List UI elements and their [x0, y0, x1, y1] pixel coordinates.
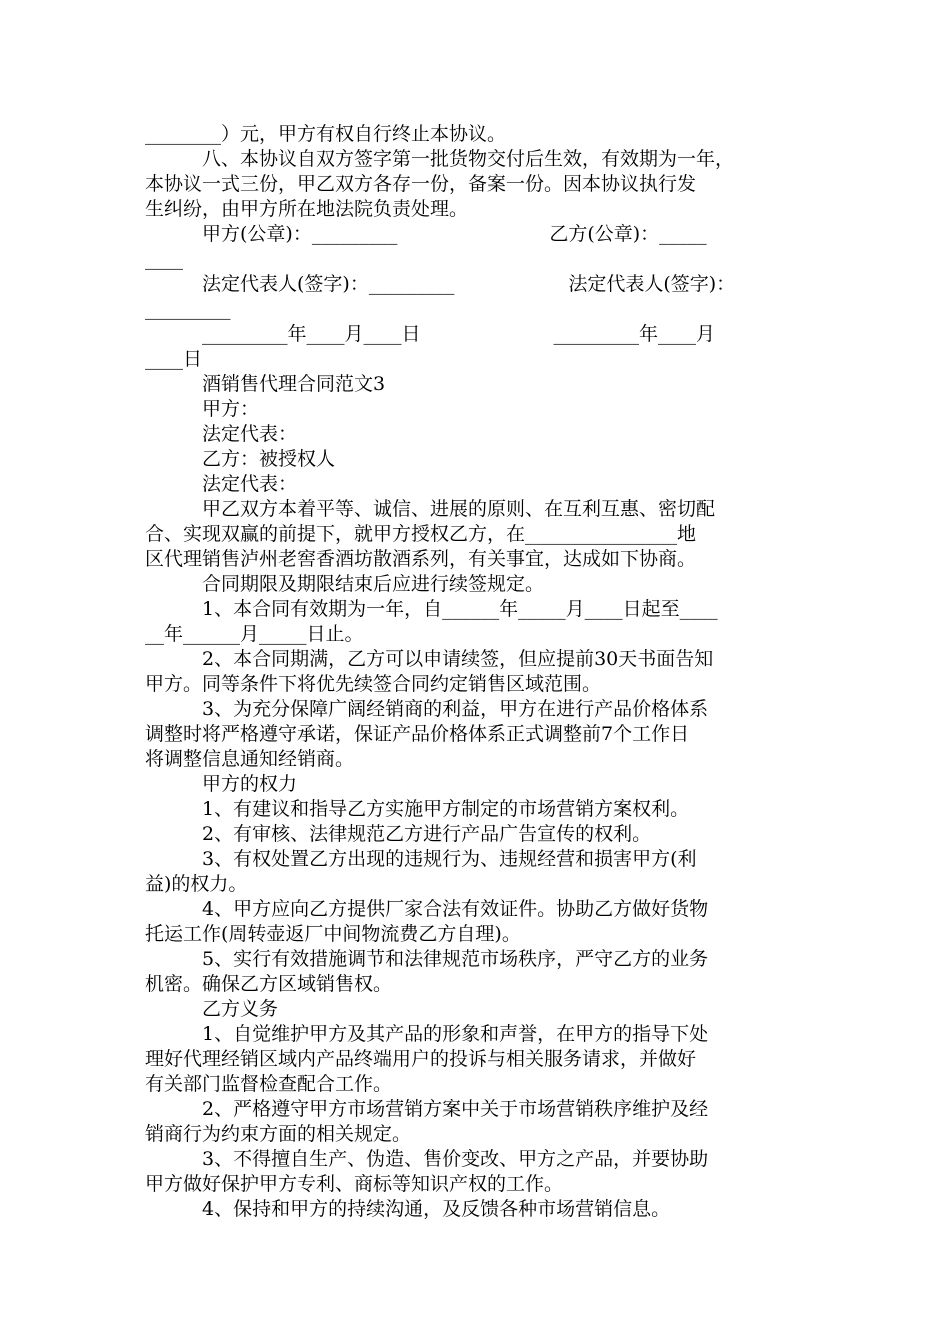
text-line: 5、实行有效措施调节和法律规范市场秩序，严守乙方的业务: [145, 948, 709, 970]
text-line: 1、有建议和指导乙方实施甲方制定的市场营销方案权利。: [145, 798, 690, 820]
text-line: 乙方：被授权人: [145, 448, 336, 470]
text-line: 4、保持和甲方的持续沟通，及反馈各种市场营销信息。: [145, 1198, 671, 1220]
text-line: 益)的权力。: [145, 873, 248, 895]
text-line: 机密。确保乙方区域销售权。: [145, 973, 393, 995]
text-line: 理好代理经销区域内产品终端用户的投诉与相关服务请求，并做好: [145, 1048, 697, 1070]
text-line: 3、有权处置乙方出现的违规行为、违规经营和损害甲方(利: [145, 848, 697, 870]
text-line: 法定代表人(签字)：_________ 法定代表人(签字)：: [145, 273, 736, 295]
text-line: ____日: [145, 348, 203, 370]
text-line: 调整时将严格遵守承诺，保证产品价格体系正式调整前7个工作日: [145, 723, 690, 745]
text-line: __年______月_____日止。: [145, 623, 364, 645]
text-line: 销商行为约束方面的相关规定。: [145, 1123, 412, 1145]
text-line: 4、甲方应向乙方提供厂家合法有效证件。协助乙方做好货物: [145, 898, 709, 920]
text-line: 酒销售代理合同范文3: [145, 373, 386, 395]
text-line: 合、实现双赢的前提下，就甲方授权乙方，在________________地: [145, 523, 697, 545]
text-line: 合同期限及期限结束后应进行续签规定。: [145, 573, 545, 595]
text-line: _________: [145, 298, 231, 320]
text-line: 托运工作(周转壶返厂中间物流费乙方自理)。: [145, 923, 521, 945]
text-line: 甲乙双方本着平等、诚信、进展的原则、在互利互惠、密切配: [145, 498, 716, 520]
text-line: 2、严格遵守甲方市场营销方案中关于市场营销秩序维护及经: [145, 1098, 709, 1120]
text-line: 甲方的权力: [145, 773, 298, 795]
text-line: 乙方义务: [145, 998, 279, 1020]
text-line: 1、本合同有效期为一年，自______年_____月____日起至____: [145, 598, 718, 620]
text-line: 法定代表：: [145, 473, 298, 495]
text-line: 区代理销售泸州老窖香酒坊散酒系列，有关事宜，达成如下协商。: [145, 548, 697, 570]
text-line: 甲方：: [145, 398, 260, 420]
text-line: 2、本合同期满，乙方可以申请续签，但应提前30天书面告知: [145, 648, 714, 670]
text-line: 八、本协议自双方签字第一批货物交付后生效，有效期为一年，: [145, 148, 735, 170]
text-line: 2、有审核、法律规范乙方进行产品广告宣传的权利。: [145, 823, 652, 845]
text-line: 将调整信息通知经销商。: [145, 748, 355, 770]
text-line: 法定代表：: [145, 423, 298, 445]
text-line: 有关部门监督检查配合工作。: [145, 1073, 393, 1095]
text-line: 3、不得擅自生产、伪造、售价变改、甲方之产品，并要协助: [145, 1148, 709, 1170]
text-line: 1、自觉维护甲方及其产品的形象和声誉，在甲方的指导下处: [145, 1023, 709, 1045]
text-line: 甲方(公章)：_________ 乙方(公章)：_____: [145, 223, 707, 245]
text-line: 甲方。同等条件下将优先续签合同约定销售区域范围。: [145, 673, 602, 695]
text-line: 3、为充分保障广阔经销商的利益，甲方在进行产品价格体系: [145, 698, 709, 720]
text-line: 生纠纷，由甲方所在地法院负责处理。: [145, 198, 469, 220]
text-line: ____: [145, 248, 183, 270]
text-line: _________年____月____日 _________年____月: [145, 323, 716, 345]
text-line: ________）元，甲方有权自行终止本协议。: [145, 123, 507, 145]
text-line: 本协议一式三份，甲乙双方各存一份，备案一份。因本协议执行发: [145, 173, 697, 195]
text-line: 甲方做好保护甲方专利、商标等知识产权的工作。: [145, 1173, 564, 1195]
